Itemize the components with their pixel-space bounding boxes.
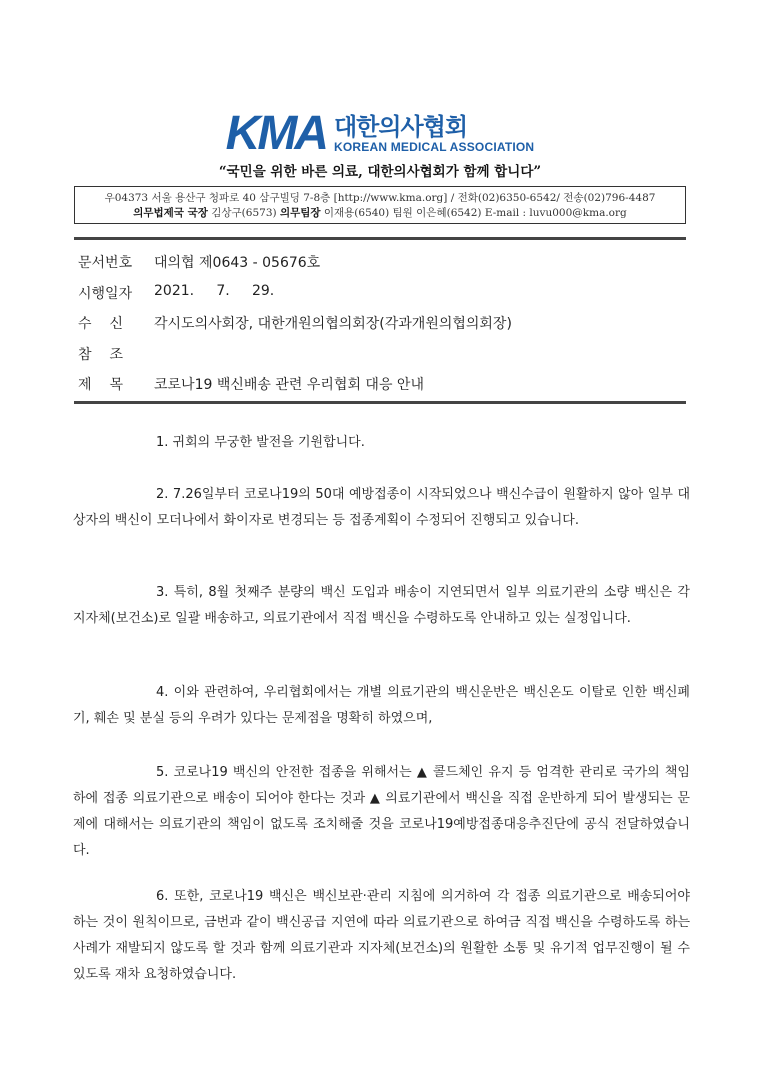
meta-label-recipient: 수신 [78,316,142,332]
kma-logo [225,107,535,160]
contact-label-team: 의무팀장 [279,207,321,219]
paragraph-1: 1. 귀회의 무궁한 발전을 기원합니다. [156,435,365,450]
logo-letters: KMA [225,107,326,160]
contact-value-team: 이재용(6540) 팀원 이은혜(6542) E-mail : luvu000@kma.org [323,207,627,219]
meta-value-recipient: 각시도의사회장, 대한개원의협의회장(각과개원의협의회장) [154,316,512,332]
meta-label-subject: 제목 [78,377,142,393]
paragraph-4: 4. 이와 관련하여, 우리협회에서는 개별 의료기관의 백신운반은 백신온도 이탈로 인한 백신폐기, 훼손 및 분실 등의 우려가 있다는 문제점을 명확히 하였으며, [73,685,690,726]
meta-date [78,283,274,303]
paragraph-6: 6. 또한, 코로나19 백신은 백신보관·관리 지침에 의거하여 각 접종 의료기관으로 배송되어야 하는 것이 원칙이므로, 금번과 같이 백신공급 지연에 따라 의료기관으로 하여금 직접 백신을 수령하도록 하는 사례가 재발되지 않도록 할 것과 함께 의료기관과 지자체(보건소)의 원활한 소통 및 유기적 업무진행이 될 수 있도록 재차 요청하였습니다. [73,889,690,982]
header-divider [74,237,686,240]
paragraph-5: 5. 코로나19 백신의 안전한 접종을 위해서는 ▲ 콜드체인 유지 등 엄격한 관리로 국가의 책임 하에 접종 의료기관으로 배송이 되어야 한다는 것과 ▲ 의료기관에서 백신을 직접 운반하게 되어 발생되는 문제에 대해서는 의료기관의 책임이 없도록 조치해줄 것을 코로나19예방접종대응추진단에 공식 전달하였습니다. [73,765,690,858]
meta-value-date: 2021. 7. 29. [154,283,275,299]
paragraph-2: 2. 7.26일부터 코로나19의 50대 예방접종이 시작되었으나 백신수급이 원활하지 않아 일부 대상자의 백신이 모더나에서 화이자로 변경되는 등 접종계획이 수정되어 진행되고 있습니다. [73,487,690,528]
contact-line-2 [75,206,685,221]
meta-subject [78,374,424,394]
contact-box [74,186,686,224]
logo-korean-name: 대한의사협회 [333,113,468,141]
slogan: “국민을 위한 바른 의료, 대한의사협회가 함께 합니다” [218,164,542,180]
meta-doc-number [78,252,320,272]
meta-reference [78,344,154,364]
contact-value-director: 김상구(6573) [211,207,277,219]
meta-label-doc-number: 문서번호 [78,255,133,271]
meta-divider [74,401,686,404]
meta-value-doc-number: 대의협 제0643 - 05676호 [154,255,321,271]
contact-line-1: 우04373 서울 용산구 청파로 40 삼구빌딩 7-8층 [http://www.kma.org] / 전화(02)6350-6542/ 전송(02)796-4487 [104,192,656,204]
meta-label-date: 시행일자 [78,286,133,302]
meta-value-subject: 코로나19 백신배송 관련 우리협회 대응 안내 [154,377,424,393]
letterhead [0,107,760,160]
logo-english-name: KOREAN MEDICAL ASSOCIATION [333,140,535,154]
contact-label-director: 의무법제국 국장 [133,207,208,219]
meta-recipient [78,313,512,333]
meta-label-reference: 참조 [78,347,142,363]
paragraph-3: 3. 특히, 8월 첫째주 분량의 백신 도입과 배송이 지연되면서 일부 의료기관의 소량 백신은 각 지자체(보건소)로 일괄 배송하고, 의료기관에서 직접 백신을 수령하도록 안내하고 있는 실정입니다. [73,585,690,626]
